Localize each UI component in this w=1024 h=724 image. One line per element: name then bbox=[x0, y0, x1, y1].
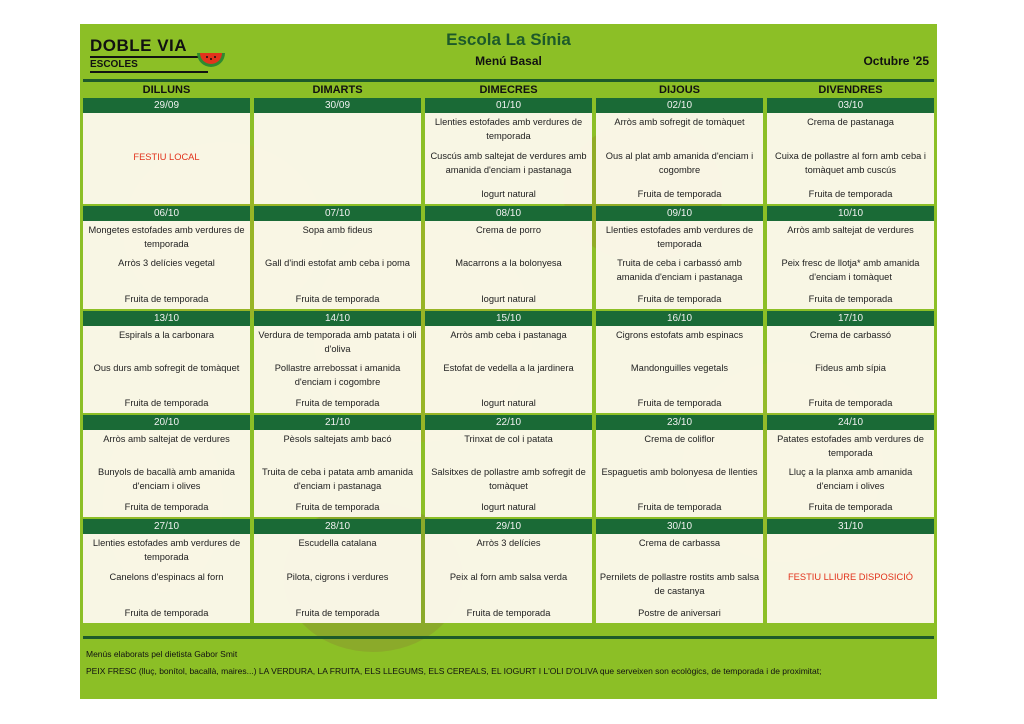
second-course: Truita de ceba i carbassó amb amanida d'enciam i pastanaga bbox=[616, 258, 743, 282]
first-course: Arròs 3 delícies bbox=[476, 538, 541, 548]
dessert: Iogurt natural bbox=[481, 294, 536, 304]
cell-body bbox=[596, 430, 763, 517]
second-course: Peix al forn amb salsa verda bbox=[449, 572, 568, 582]
cell-body bbox=[254, 326, 421, 413]
dessert: Fruita de temporada bbox=[637, 398, 722, 408]
menu-subtitle: Menú Basal bbox=[475, 54, 542, 68]
cell-body bbox=[767, 534, 934, 623]
second-course: Cuscús amb saltejat de verdures amb amanida d'enciam i pastanaga bbox=[430, 151, 587, 175]
second-course: Pernilets de pollastre rostits amb salsa de castanya bbox=[599, 572, 760, 596]
dessert: Iogurt natural bbox=[481, 502, 536, 512]
date-bar: 15/10 bbox=[425, 311, 592, 326]
date-bar: 23/10 bbox=[596, 415, 763, 430]
cell-body bbox=[83, 534, 250, 623]
logo-main-text: DOBLE VIA bbox=[90, 36, 188, 55]
dessert: Fruita de temporada bbox=[295, 398, 380, 408]
first-course: Sopa amb fideus bbox=[302, 225, 373, 235]
logo-sub-text: ESCOLES bbox=[90, 59, 138, 70]
cell-body bbox=[596, 113, 763, 204]
date-bar: 21/10 bbox=[254, 415, 421, 430]
day-cell bbox=[596, 415, 763, 517]
cell-body bbox=[767, 221, 934, 309]
day-cell bbox=[83, 415, 250, 517]
first-course: Crema de carbassó bbox=[809, 330, 892, 340]
second-course: Lluç a la planxa amb amanida d'enciam i olives bbox=[788, 467, 913, 491]
date-bar: 22/10 bbox=[425, 415, 592, 430]
dessert: Fruita de temporada bbox=[295, 502, 380, 512]
dessert: Fruita de temporada bbox=[466, 608, 551, 618]
cell-body bbox=[767, 430, 934, 517]
dessert: Fruita de temporada bbox=[295, 608, 380, 618]
day-cell bbox=[767, 206, 934, 309]
first-course: Crema de pastanaga bbox=[807, 117, 894, 127]
cell-body bbox=[425, 534, 592, 623]
cell-body bbox=[83, 221, 250, 309]
second-course: Arròs 3 delícies vegetal bbox=[118, 258, 215, 268]
first-course: Trinxat de col i patata bbox=[464, 434, 553, 444]
day-name: DIJOUS bbox=[659, 84, 700, 96]
holiday-label: FESTIU LLIURE DISPOSICIÓ bbox=[787, 571, 914, 582]
first-course: Llenties estofades amb verdures de temporada bbox=[434, 117, 583, 141]
second-course: Pilota, cigrons i verdures bbox=[286, 572, 389, 582]
dessert: Fruita de temporada bbox=[808, 189, 893, 199]
date-bar: 13/10 bbox=[83, 311, 250, 326]
day-column bbox=[767, 82, 934, 98]
first-course: Arròs amb saltejat de verdures bbox=[103, 434, 230, 444]
day-column bbox=[596, 82, 763, 98]
cell-body bbox=[83, 326, 250, 413]
cell-body bbox=[254, 430, 421, 517]
day-column bbox=[425, 82, 592, 98]
cell-body bbox=[596, 326, 763, 413]
second-course: Cuixa de pollastre al forn amb ceba i tomàquet amb cuscús bbox=[775, 151, 926, 175]
cell-body bbox=[83, 430, 250, 517]
day-cell bbox=[767, 311, 934, 413]
date-bar: 30/09 bbox=[254, 98, 421, 113]
first-course: Arròs amb saltejat de verdures bbox=[787, 225, 914, 235]
second-course: Ous durs amb sofregit de tomàquet bbox=[93, 363, 240, 373]
day-cell bbox=[254, 415, 421, 517]
day-cell bbox=[254, 206, 421, 309]
dessert: Fruita de temporada bbox=[808, 294, 893, 304]
date-bar: 14/10 bbox=[254, 311, 421, 326]
cell-body bbox=[254, 221, 421, 309]
month-label: Octubre '25 bbox=[863, 54, 929, 68]
first-course: Mongetes estofades amb verdures de temporada bbox=[88, 225, 245, 249]
day-cell bbox=[83, 98, 250, 204]
footer-dietitian: Menús elaborats pel dietista Gabor Smit bbox=[86, 649, 238, 659]
day-cell bbox=[767, 415, 934, 517]
first-course: Patates estofades amb verdures de temporada bbox=[777, 434, 924, 458]
date-bar: 30/10 bbox=[596, 519, 763, 534]
second-course: Ous al plat amb amanida d'enciam i cogombre bbox=[605, 151, 754, 175]
date-bar: 07/10 bbox=[254, 206, 421, 221]
dessert: Fruita de temporada bbox=[124, 502, 209, 512]
footer-divider bbox=[83, 636, 934, 639]
cell-body bbox=[767, 113, 934, 204]
day-cell bbox=[254, 519, 421, 623]
cell-body bbox=[596, 534, 763, 623]
day-cell bbox=[596, 206, 763, 309]
second-course: Espaguetis amb bolonyesa de llenties bbox=[601, 467, 758, 477]
day-name: DILLUNS bbox=[142, 84, 191, 96]
date-bar: 01/10 bbox=[425, 98, 592, 113]
second-course: Truita de ceba i patata amb amanida d'enciam i pastanaga bbox=[261, 467, 414, 491]
dessert: Fruita de temporada bbox=[124, 398, 209, 408]
date-bar: 28/10 bbox=[254, 519, 421, 534]
day-cell bbox=[425, 519, 592, 623]
second-course: Salsitxes de pollastre amb sofregit de tomàquet bbox=[431, 467, 586, 491]
first-course: Llenties estofades amb verdures de temporada bbox=[92, 538, 241, 562]
dessert: Fruita de temporada bbox=[637, 294, 722, 304]
dessert: Iogurt natural bbox=[481, 189, 536, 199]
date-bar: 10/10 bbox=[767, 206, 934, 221]
day-cell bbox=[425, 206, 592, 309]
cell-body bbox=[767, 326, 934, 413]
cell-body bbox=[425, 326, 592, 413]
date-bar: 24/10 bbox=[767, 415, 934, 430]
date-bar: 29/10 bbox=[425, 519, 592, 534]
day-name: DIMARTS bbox=[312, 84, 363, 96]
second-course: Peix fresc de llotja* amb amanida d'enciam i tomàquet bbox=[781, 258, 920, 282]
cell-body bbox=[83, 113, 250, 204]
second-course: Gall d'indi estofat amb ceba i poma bbox=[265, 258, 410, 268]
dessert: Postre de aniversari bbox=[638, 608, 721, 618]
date-bar: 20/10 bbox=[83, 415, 250, 430]
dessert: Fruita de temporada bbox=[124, 294, 209, 304]
date-bar: 17/10 bbox=[767, 311, 934, 326]
day-cell bbox=[83, 519, 250, 623]
date-bar: 02/10 bbox=[596, 98, 763, 113]
dessert: Fruita de temporada bbox=[637, 189, 722, 199]
date-bar: 16/10 bbox=[596, 311, 763, 326]
cell-body bbox=[254, 113, 421, 204]
first-course: Escudella catalana bbox=[298, 538, 377, 548]
second-course: Fideus amb sípia bbox=[815, 363, 886, 373]
first-course: Verdura de temporada amb patata i oli d'oliva bbox=[258, 330, 417, 354]
menu-frame bbox=[80, 24, 937, 699]
second-course: Estofat de vedella a la jardinera bbox=[443, 363, 574, 373]
school-title: Escola La Sínia bbox=[446, 30, 571, 49]
date-bar: 08/10 bbox=[425, 206, 592, 221]
day-cell bbox=[596, 98, 763, 204]
second-course: Canelons d'espinacs al forn bbox=[109, 572, 224, 582]
day-name: DIMECRES bbox=[479, 84, 538, 96]
first-course: Crema de carbassa bbox=[638, 538, 721, 548]
day-cell bbox=[254, 311, 421, 413]
day-name: DIVENDRES bbox=[818, 84, 883, 96]
first-course: Crema de coliflor bbox=[644, 434, 715, 444]
day-cell bbox=[596, 311, 763, 413]
day-cell bbox=[596, 519, 763, 623]
dessert: Fruita de temporada bbox=[808, 398, 893, 408]
day-cell bbox=[425, 311, 592, 413]
date-bar: 31/10 bbox=[767, 519, 934, 534]
dessert: Fruita de temporada bbox=[637, 502, 722, 512]
first-course: Cigrons estofats amb espinacs bbox=[615, 330, 744, 340]
second-course: Bunyols de bacallà amb amanida d'enciam i olives bbox=[98, 467, 235, 491]
day-cell bbox=[767, 98, 934, 204]
dessert: Fruita de temporada bbox=[124, 608, 209, 618]
logo-rule-bottom bbox=[90, 71, 208, 73]
first-course: Arròs amb sofregit de tomàquet bbox=[614, 117, 745, 127]
second-course: Pollastre arrebossat i amanida d'enciam i cogombre bbox=[274, 363, 401, 387]
dessert: Fruita de temporada bbox=[808, 502, 893, 512]
dessert: Fruita de temporada bbox=[295, 294, 380, 304]
footer-note: PEIX FRESC (lluç, bonítol, bacallà, maires...) LA VERDURA, LA FRUITA, ELS LLEGUMS, ELS CEREALS, EL IOGURT I L'OLI D'OLIVA que serveixen son ecològics, de temporada i de proximitat; bbox=[86, 666, 822, 676]
cell-body bbox=[425, 430, 592, 517]
cell-body bbox=[254, 534, 421, 623]
day-column bbox=[254, 82, 421, 98]
day-cell bbox=[83, 206, 250, 309]
first-course: Crema de porro bbox=[475, 225, 542, 235]
dessert: Iogurt natural bbox=[481, 398, 536, 408]
day-cell bbox=[767, 519, 934, 623]
day-cell bbox=[425, 415, 592, 517]
date-bar: 27/10 bbox=[83, 519, 250, 534]
second-course: Mandonguilles vegetals bbox=[630, 363, 729, 373]
first-course: Llenties estofades amb verdures de temporada bbox=[605, 225, 754, 249]
first-course: Espirals a la carbonara bbox=[118, 330, 215, 340]
date-bar: 03/10 bbox=[767, 98, 934, 113]
day-cell bbox=[83, 311, 250, 413]
date-bar: 06/10 bbox=[83, 206, 250, 221]
cell-body bbox=[596, 221, 763, 309]
day-cell bbox=[425, 98, 592, 204]
first-course: Pèsols saltejats amb bacó bbox=[283, 434, 392, 444]
second-course: Macarrons a la bolonyesa bbox=[455, 258, 562, 268]
day-column bbox=[83, 82, 250, 98]
cell-body bbox=[425, 113, 592, 204]
day-cell bbox=[254, 98, 421, 204]
cell-body bbox=[425, 221, 592, 309]
first-course: Arròs amb ceba i pastanaga bbox=[450, 330, 567, 340]
holiday-label: FESTIU LOCAL bbox=[133, 151, 200, 162]
date-bar: 29/09 bbox=[83, 98, 250, 113]
date-bar: 09/10 bbox=[596, 206, 763, 221]
